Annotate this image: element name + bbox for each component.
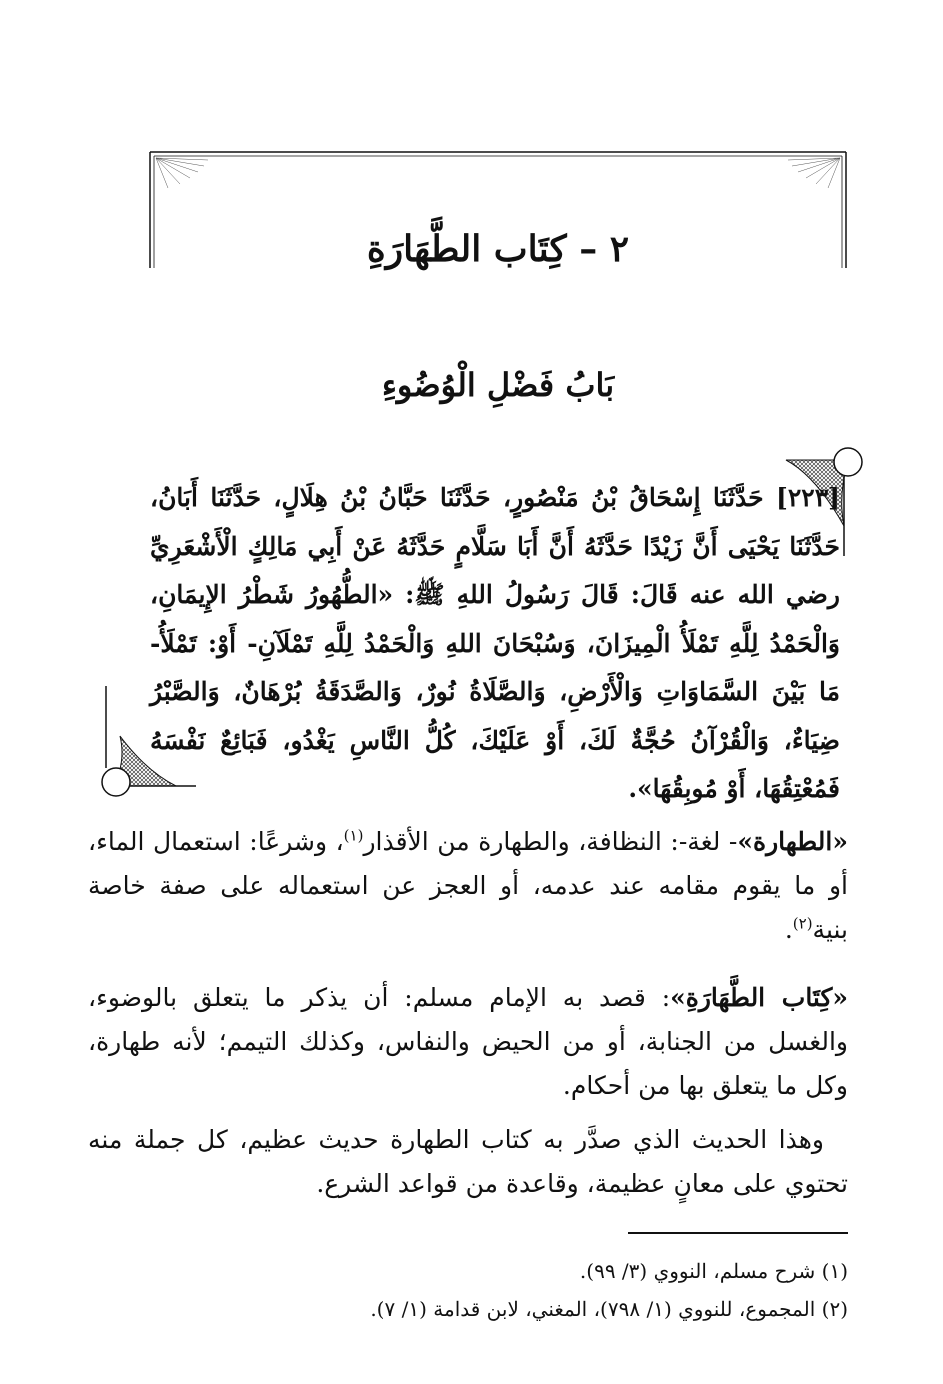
definition-language: - لغة-: النظافة، والطهارة من الأقذار (363, 827, 738, 856)
footnote-divider (628, 1232, 848, 1234)
chapter-number: ٢ (609, 228, 630, 270)
term-kitab-taharah: «كِتَاب الطَّهَارَةِ» (670, 983, 849, 1012)
commentary-paragraph-2 (88, 976, 848, 1108)
section-title: بَابُ فَضْلِ الْوُضُوءِ (381, 366, 615, 404)
footnote-1: (١) شرح مسلم، النووي (٣/ ٩٩). (579, 1259, 848, 1283)
footnote-ref-1: (١) (343, 826, 364, 845)
paragraph-2-text: : قصد به الإمام مسلم: أن يذكر ما يتعلق بالوضوء، والغسل من الجنابة، أو من الحيض والنفاس، وكذلك التيمم؛ لأنه طهارة، وكل ما يتعلق بها من أحكام. (88, 983, 848, 1100)
term-taharah: «الطهارة» (737, 827, 848, 856)
commentary-paragraph-3: وهذا الحديث الذي صدَّر به كتاب الطهارة حديث عظيم، كل جملة منه تحتوي على معانٍ عظيمة، وقاعدة من قواعد الشرع. (88, 1125, 848, 1198)
paragraph-end: . (784, 915, 793, 944)
hadith-number: [٢٢٣] (776, 483, 840, 512)
commentary-paragraph-1 (88, 820, 848, 952)
footnote-2: (٢) المجموع، للنووي (١/ ٧٩٨)، المغني، لابن قدامة (١/ ٧). (370, 1297, 848, 1321)
chapter-separator: – (579, 228, 598, 270)
chapter-title-text: كِتَاب الطَّهَارَةِ (366, 228, 567, 270)
definition-sharia: ، وشرعًا: استعمال الماء، أو ما يقوم مقامه عند عدمه، أو العجز عن استعماله على صفة خاصة بنية (88, 827, 848, 944)
hadith-text (150, 474, 840, 814)
footnote-ref-2: (٢) (792, 914, 813, 933)
chapter-title (148, 228, 848, 271)
hadith-body: حَدَّثَنَا إِسْحَاقُ بْنُ مَنْصُورٍ، حَدَّثَنَا حَبَّانُ بْنُ هِلَالٍ، حَدَّثَنَا أَبَانُ، حَدَّثَنَا يَحْيَى أَنَّ زَيْدًا حَدَّثَهُ أَنَّ أَبَا سَلَّامٍ حَدَّثَهُ عَنْ أَبِي مَالِكٍ الْأَشْعَرِيِّ رضي الله عنه قَالَ: قَالَ رَسُولُ اللهِ ﷺ: «الطُّهُورُ شَطْرُ الإِيمَانِ، وَالْحَمْدُ لِلَّهِ تَمْلَأُ الْمِيزَانَ، وَسُبْحَانَ اللهِ وَالْحَمْدُ لِلَّهِ تَمْلَآنِ- أَوْ: تَمْلَأُ- مَا بَيْنَ السَّمَاوَاتِ وَالْأَرْضِ، وَالصَّلَاةُ نُورٌ، وَالصَّدَقَةُ بُرْهَانٌ، وَالصَّبْرُ ضِيَاءٌ، وَالْقُرْآنُ حُجَّةٌ لَكَ، أَوْ عَلَيْكَ، كُلُّ النَّاسِ يَغْدُو، فَبَائِعٌ نَفْسَهُ فَمُعْتِقُهَا، أَوْ مُوبِقُهَا». (150, 483, 840, 803)
